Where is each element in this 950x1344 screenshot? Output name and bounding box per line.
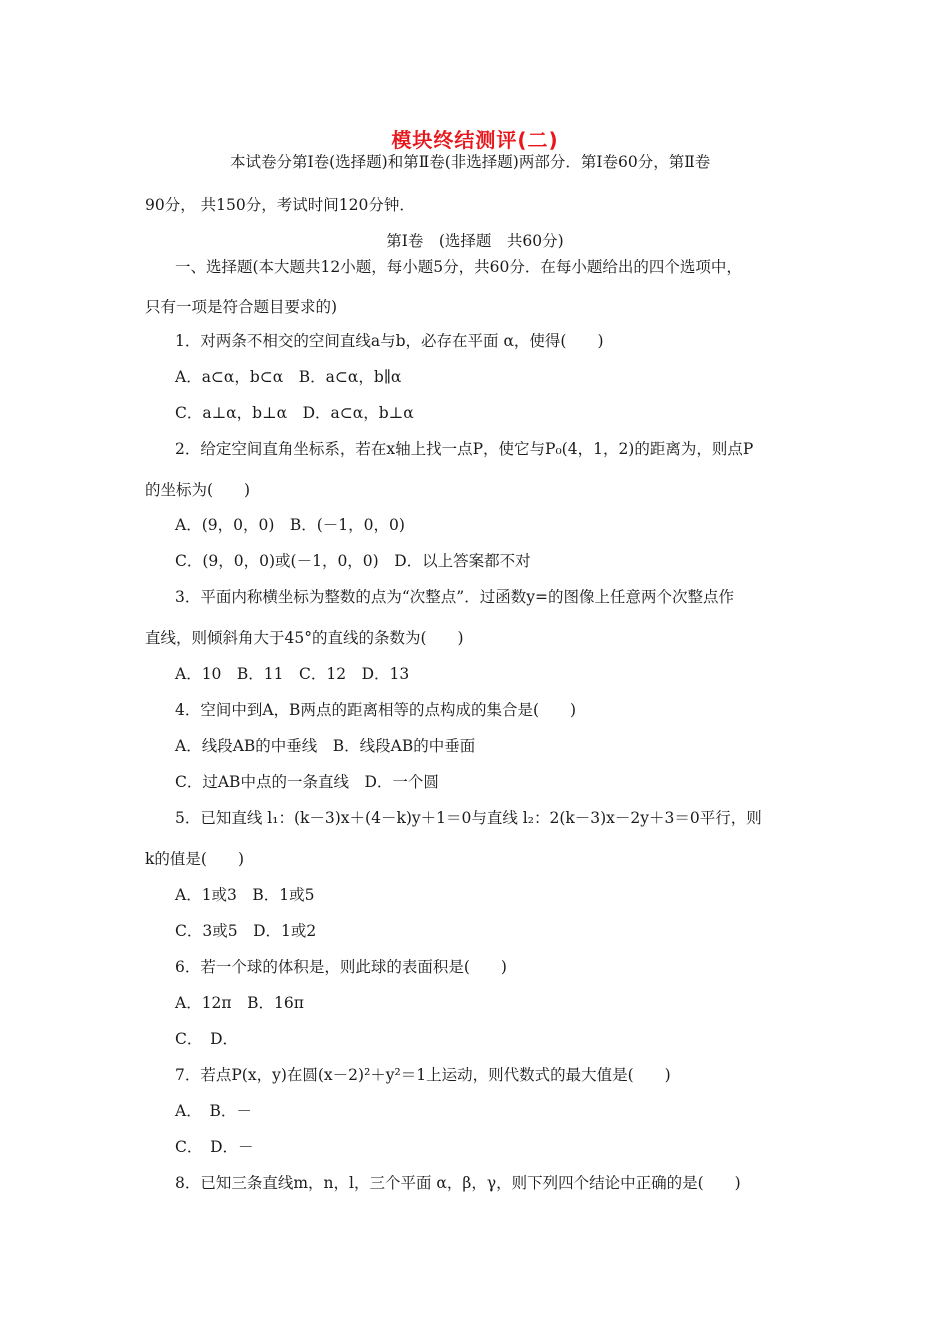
question-2-continued: 的坐标为( )	[145, 481, 251, 499]
question-2-options-ab: A．(9，0，0) B．(－1，0，0)	[175, 516, 405, 534]
question-3: 3．平面内称横坐标为整数的点为“次整点”．过函数y=的图像上任意两个次整点作	[175, 588, 734, 606]
question-4-options-cd: C．过AB中点的一条直线 D．一个圆	[175, 773, 439, 791]
question-1-options-cd: C．a⊥α，b⊥α D．a⊂α，b⊥α	[175, 404, 414, 422]
question-5-continued: k的值是( )	[145, 850, 244, 868]
question-5-options-ab: A．1或3 B．1或5	[175, 886, 315, 904]
instructions-line-2: 只有一项是符合题目要求的)	[145, 298, 338, 316]
question-5: 5．已知直线 l₁：(k－3)x＋(4－k)y＋1＝0与直线 l₂：2(k－3)x－2y＋3＝0平行，则	[175, 809, 762, 827]
question-7-options-ab: A． B．－	[175, 1102, 252, 1120]
instructions-line-1: 一、选择题(本大题共12小题，每小题5分，共60分．在每小题给出的四个选项中，	[175, 258, 742, 276]
question-1-options-ab: A．a⊂α，b⊂α B．a⊂α，b∥α	[175, 368, 402, 386]
question-8: 8．已知三条直线m，n，l，三个平面 α，β，γ，则下列四个结论中正确的是( )	[175, 1174, 741, 1192]
intro-line-2: 90分， 共150分，考试时间120分钟．	[145, 196, 415, 214]
question-1: 1．对两条不相交的空间直线a与b，必存在平面 α，使得( )	[175, 332, 604, 350]
question-3-options: A．10 B．11 C．12 D．13	[175, 665, 410, 683]
question-4: 4．空间中到A，B两点的距离相等的点构成的集合是( )	[175, 701, 577, 719]
question-7-options-cd: C． D．－	[175, 1138, 254, 1156]
question-2-options-cd: C．(9，0，0)或(－1，0，0) D．以上答案都不对	[175, 552, 531, 570]
question-7: 7．若点P(x，y)在圆(x－2)²＋y²＝1上运动，则代数式的最大值是( )	[175, 1066, 671, 1084]
section-header: 第Ⅰ卷 (选择题 共60分)	[386, 232, 564, 250]
intro-line-1: 本试卷分第Ⅰ卷(选择题)和第Ⅱ卷(非选择题)两部分．第Ⅰ卷60分，第Ⅱ卷	[230, 153, 711, 171]
question-3-continued: 直线，则倾斜角大于45°的直线的条数为( )	[145, 629, 464, 647]
question-6-options-cd: C． D．	[175, 1030, 239, 1048]
question-4-options-ab: A．线段AB的中垂线 B．线段AB的中垂面	[175, 737, 476, 755]
document-title: 模块终结测评(二)	[391, 128, 559, 152]
question-6-options-ab: A．12π B．16π	[175, 994, 304, 1012]
question-6: 6．若一个球的体积是，则此球的表面积是( )	[175, 958, 507, 976]
question-2: 2．给定空间直角坐标系，若在x轴上找一点P，使它与P₀(4，1，2)的距离为，则点P	[175, 440, 754, 458]
question-5-options-cd: C．3或5 D．1或2	[175, 922, 317, 940]
